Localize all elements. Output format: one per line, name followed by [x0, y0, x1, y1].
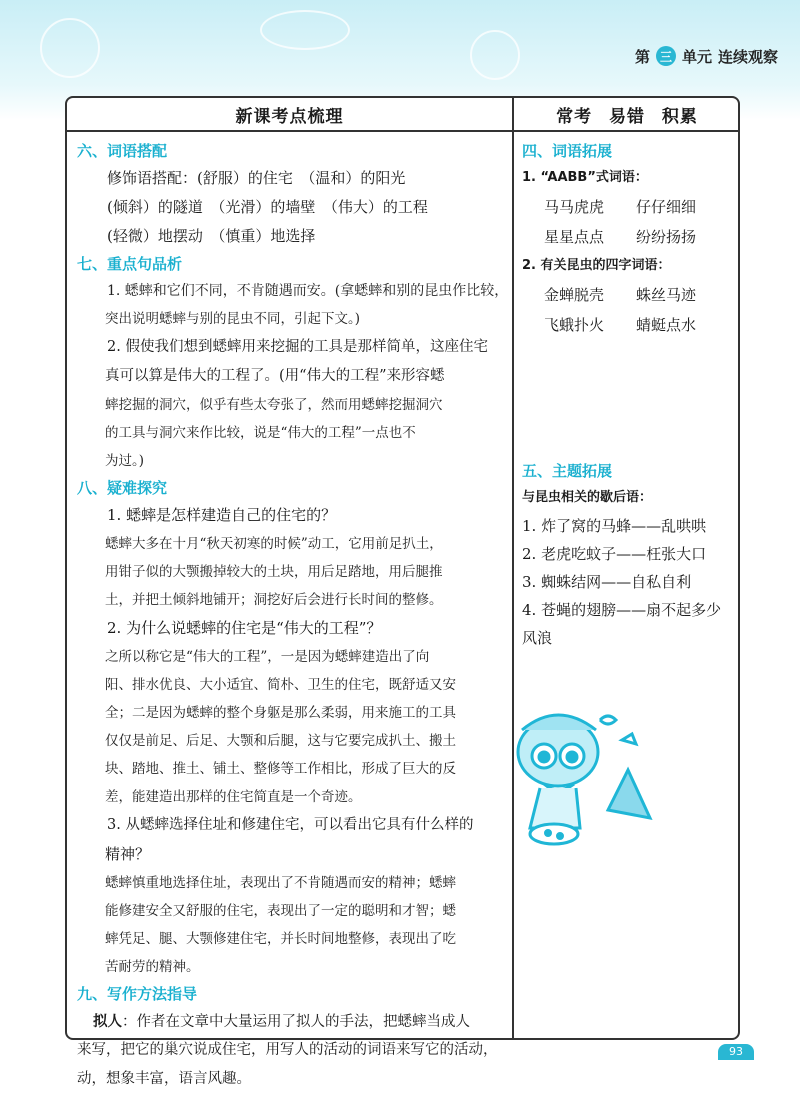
question-3: 3. 从蟋蟀选择住址和修建住宅，可以看出它具有什么样的 [107, 817, 474, 833]
question-2: 2. 为什么说蟋蟀的住宅是“伟大的工程”？ [107, 619, 382, 637]
mascot-illustration [500, 700, 660, 860]
answer-3-line: 蟋蟀慎重地选择住址，表现出了不肯随遇而安的精神；蟋蟀 [105, 875, 456, 891]
word-pair [522, 222, 734, 252]
collocation-line: 修饰语搭配：(舒服）的住宅 （温和）的阳光 [107, 169, 406, 187]
sentence-1-line: 突出说明蟋蟀与别的昆虫不同，引起下文。) [105, 311, 361, 327]
unit-header [635, 42, 778, 70]
section-4-title: 四、词语拓展 [522, 142, 613, 160]
answer-3-line: 能修建安全又舒服的住宅，表现出了一定的聪明和才智；蟋 [105, 903, 456, 919]
page-number: 93 [718, 1044, 754, 1060]
unit-number-badge: 三 [656, 46, 676, 66]
unit-title: 连续观察 [717, 47, 778, 66]
spacer [522, 340, 734, 458]
writing-method-text: ：作者在文章中大量运用了拟人的手法，把蟋蟀当成人 [122, 1014, 470, 1030]
decor-circle [470, 30, 520, 80]
writing-method-line: 来写，把它的巢穴说成住宅，用写人的活动的词语来写它的活动， [77, 1042, 498, 1058]
answer-2-line: 全；二是因为蟋蟀的整个身躯是那么柔弱，用来施工的工具 [105, 705, 456, 721]
collocation-line: (倾斜）的隧道 （光滑）的墙壁 （伟大）的工程 [107, 198, 428, 216]
xiehouyu-item: 3. 蜘蛛结网——自私自利 [522, 573, 692, 591]
answer-2-line: 之所以称它是“伟大的工程”，一是因为蟋蟀建造出了向 [105, 649, 430, 665]
word: 蛛丝马迹 [636, 286, 697, 304]
decor-circle [40, 18, 100, 78]
xiehouyu-heading: 与昆虫相关的歇后语： [522, 490, 653, 505]
left-column-title: 新课考点梳理 [67, 98, 512, 132]
word-pair [522, 310, 734, 340]
section-6-title: 六、词语搭配 [77, 142, 168, 160]
answer-1-line: 蟋蟀大多在十月“秋天初寒的时候”动工，它用前足扒土， [105, 536, 443, 552]
collocation-line: (轻微）地摆动 （慎重）地选择 [107, 227, 316, 245]
word: 仔仔细细 [636, 198, 697, 216]
answer-2-line: 块、踏地、推土、铺土、整修等工作相比，形成了巨大的反 [105, 761, 456, 777]
sentence-2-line: 真可以算是伟大的工程了。(用“伟大的工程”来形容蟋 [105, 368, 445, 384]
section-7-title: 七、重点句品析 [77, 255, 183, 273]
unit-suffix: 单元 [681, 47, 712, 66]
unit-prefix: 第 [634, 47, 650, 66]
decor-circle [260, 10, 350, 50]
left-column [77, 138, 509, 1094]
sentence-2-line: 蟀挖掘的洞穴，似乎有些太夸张了，然而用蟋蟀挖掘洞穴 [105, 397, 443, 413]
section-8-title: 八、疑难探究 [77, 479, 168, 497]
sentence-1-line: 1. 蟋蟀和它们不同，不肯随遇而安。(拿蟋蟀和别的昆虫作比较， [107, 283, 509, 299]
word: 金蝉脱壳 [544, 286, 605, 304]
right-column [522, 138, 734, 652]
word: 飞蛾扑火 [544, 316, 605, 334]
writing-method-line [77, 1007, 505, 1036]
word: 星星点点 [544, 228, 605, 246]
xiehouyu-item: 4. 苍蝇的翅膀——扇不起多少 [522, 601, 722, 619]
word-pair [522, 192, 734, 222]
section-9-title: 九、写作方法指导 [77, 985, 198, 1003]
aabb-heading: 1. “AABB”式词语： [522, 170, 648, 185]
writing-method-lead: 拟人 [93, 1013, 122, 1030]
answer-2-line: 差，能建造出那样的住宅简直是一个奇迹。 [105, 789, 362, 805]
insect-idiom-heading: 2. 有关昆虫的四字词语： [522, 258, 671, 273]
writing-method-line: 动，想象丰富，语言风趣。 [77, 1071, 251, 1087]
question-1: 1. 蟋蟀是怎样建造自己的住宅的？ [107, 506, 337, 524]
sentence-2-line: 的工具与洞穴来作比较，说是“伟大的工程”一点也不 [105, 425, 416, 441]
answer-3-line: 蟀凭足、腿、大颚修建住宅，并长时间地整修，表现出了吃 [105, 931, 456, 947]
answer-2-line: 仅仅是前足、后足、大颚和后腿，这与它要完成扒土、搬土 [105, 733, 456, 749]
sentence-2-line: 为过。) [105, 453, 145, 469]
word: 马马虎虎 [544, 198, 605, 216]
xiehouyu-item: 风浪 [522, 629, 553, 647]
xiehouyu-item: 2. 老虎吃蚊子——枉张大口 [522, 545, 707, 563]
answer-1-line: 用钳子似的大颚搬掉较大的土块，用后足踏地，用后腿推 [105, 564, 443, 580]
question-3: 精神？ [105, 845, 151, 863]
column-divider [512, 98, 514, 1038]
word: 蜻蜓点水 [636, 316, 697, 334]
answer-1-line: 土，并把土倾斜地铺开；洞挖好后会进行长时间的整修。 [105, 592, 443, 608]
word: 纷纷扬扬 [636, 228, 697, 246]
xiehouyu-item: 1. 炸了窝的马蜂——乱哄哄 [522, 517, 707, 535]
answer-3-line: 苦耐劳的精神。 [105, 959, 200, 975]
sentence-2-line: 2. 假使我们想到蟋蟀用来挖掘的工具是那样简单，这座住宅 [107, 339, 488, 355]
answer-2-line: 阳、排水优良、大小适宜、简朴、卫生的住宅，既舒适又安 [105, 677, 456, 693]
section-5-title: 五、主题拓展 [522, 462, 613, 480]
right-column-title: 常考 易错 积累 [514, 98, 740, 132]
word-pair [522, 280, 734, 310]
